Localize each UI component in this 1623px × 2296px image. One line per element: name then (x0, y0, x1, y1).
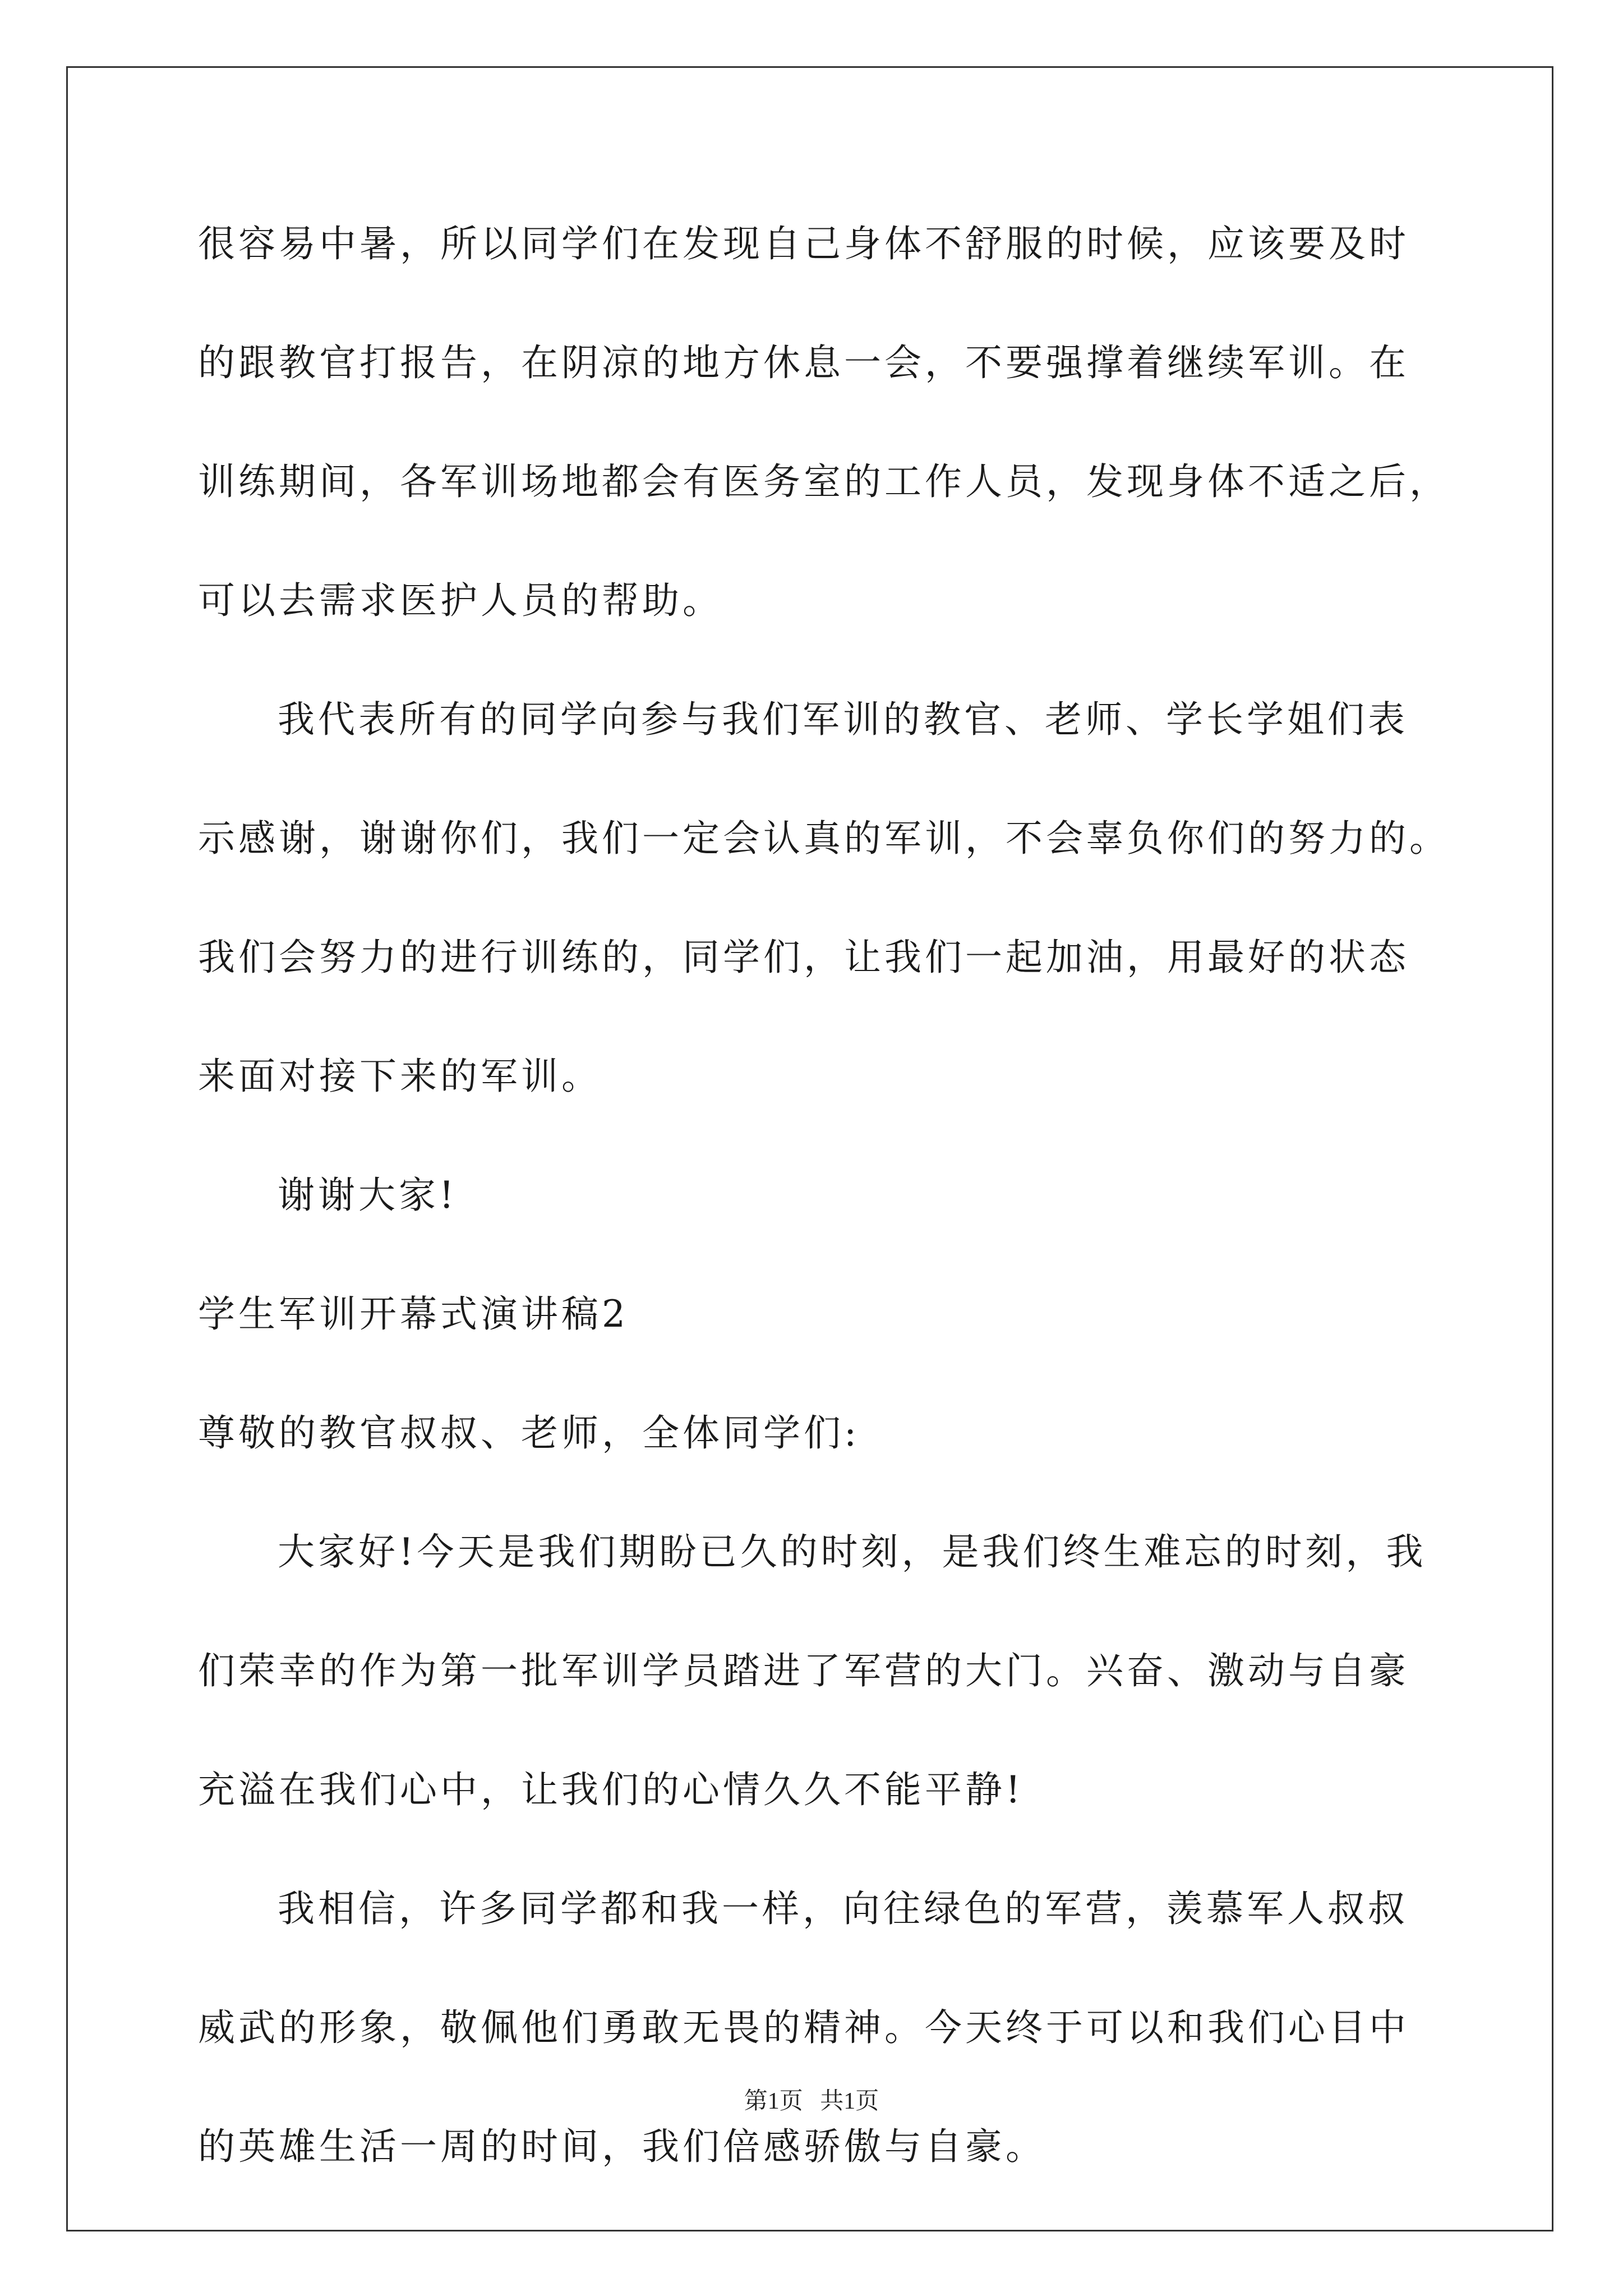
text-line: 的跟教官打报告，在阴凉的地方休息一会，不要强撑着继续军训。在 (198, 341, 1409, 384)
text-line: 们荣幸的作为第一批军训学员踏进了军营的大门。兴奋、激动与自豪 (198, 1649, 1409, 1692)
text-line: 来面对接下来的军训。 (198, 1055, 602, 1098)
document-body (198, 210, 1450, 2232)
text-line: 我们会努力的进行训练的，同学们，让我们一起加油，用最好的状态 (198, 936, 1409, 979)
text-line: 充溢在我们心中，让我们的心情久久不能平静! (198, 1768, 1024, 1811)
text-line: 训练期间，各军训场地都会有医务室的工作人员，发现身体不适之后， (198, 460, 1450, 503)
page-number: 第1页 (744, 2088, 803, 2114)
page-footer (0, 2082, 1623, 2116)
section-title: 学生军训开幕式演讲稿2 (198, 1292, 629, 1336)
page-total: 共1页 (820, 2088, 879, 2114)
text-line: 示感谢，谢谢你们，我们一定会认真的军训，不会辜负你们的努力的。 (198, 817, 1450, 860)
paragraph-first-line: 我相信，许多同学都和我一样，向往绿色的军营，羡慕军人叔叔 (278, 1887, 1408, 1930)
text-line: 可以去需求医护人员的帮助。 (198, 579, 723, 622)
paragraph-first-line: 大家好!今天是我们期盼已久的时刻，是我们终生难忘的时刻，我 (278, 1530, 1427, 1573)
text-line: 威武的形象，敬佩他们勇敢无畏的精神。今天终于可以和我们心目中 (198, 2006, 1409, 2049)
closing-line: 谢谢大家! (278, 1174, 458, 1217)
salutation: 尊敬的教官叔叔、老师，全体同学们: (198, 1411, 860, 1455)
paragraph-first-line: 我代表所有的同学向参与我们军训的教官、老师、学长学姐们表 (278, 698, 1408, 741)
text-line: 很容易中暑，所以同学们在发现自己身体不舒服的时候，应该要及时 (198, 222, 1409, 265)
text-line: 的英雄生活一周的时间，我们倍感骄傲与自豪。 (198, 2125, 1046, 2168)
